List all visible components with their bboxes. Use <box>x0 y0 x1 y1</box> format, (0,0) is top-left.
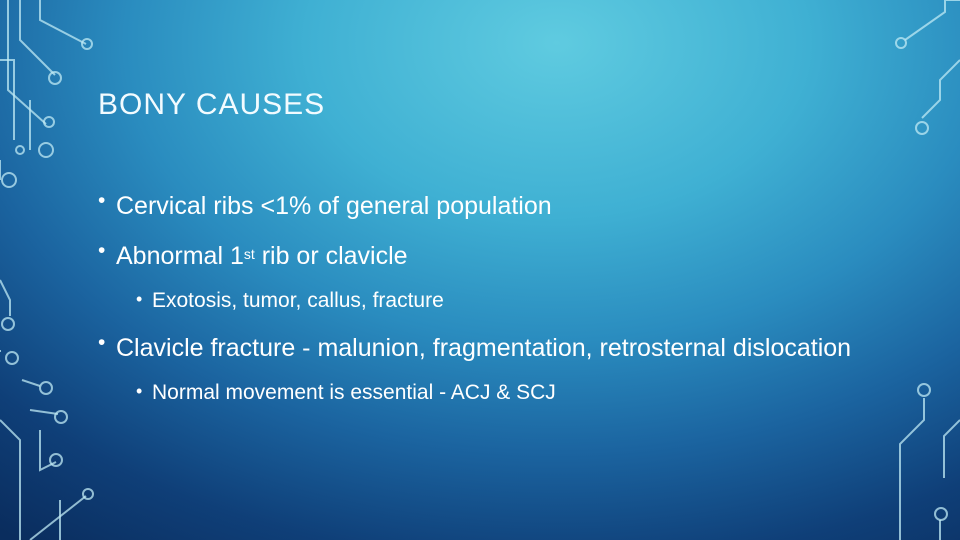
bullet-text: Clavicle fracture - malunion, fragmentation, retrosternal dislocation <box>116 334 852 362</box>
bullet-superscript: st <box>243 246 255 262</box>
bullet-dot-icon: • <box>98 239 106 262</box>
bullet-text: Normal movement is essential - ACJ & SCJ <box>152 381 556 404</box>
bullet-dot-icon: • <box>136 289 143 309</box>
bullet-level1 <box>98 328 888 368</box>
bullet-level2 <box>136 378 888 408</box>
bullet-text-continued: rib or clavicle <box>254 242 408 270</box>
bullet-list <box>98 186 888 420</box>
bullet-level2 <box>136 286 888 316</box>
slide-title: BONY CAUSES <box>98 88 326 121</box>
bullet-level1 <box>98 236 888 276</box>
bullet-text: Exotosis, tumor, callus, fracture <box>152 289 444 312</box>
bullet-level1 <box>98 186 888 226</box>
bullet-dot-icon: • <box>136 381 143 401</box>
bullet-dot-icon: • <box>98 331 106 354</box>
bullet-text: Cervical ribs <1% of general population <box>116 192 552 220</box>
bullet-text: Abnormal 1 <box>116 242 244 270</box>
bullet-dot-icon: • <box>98 189 106 212</box>
